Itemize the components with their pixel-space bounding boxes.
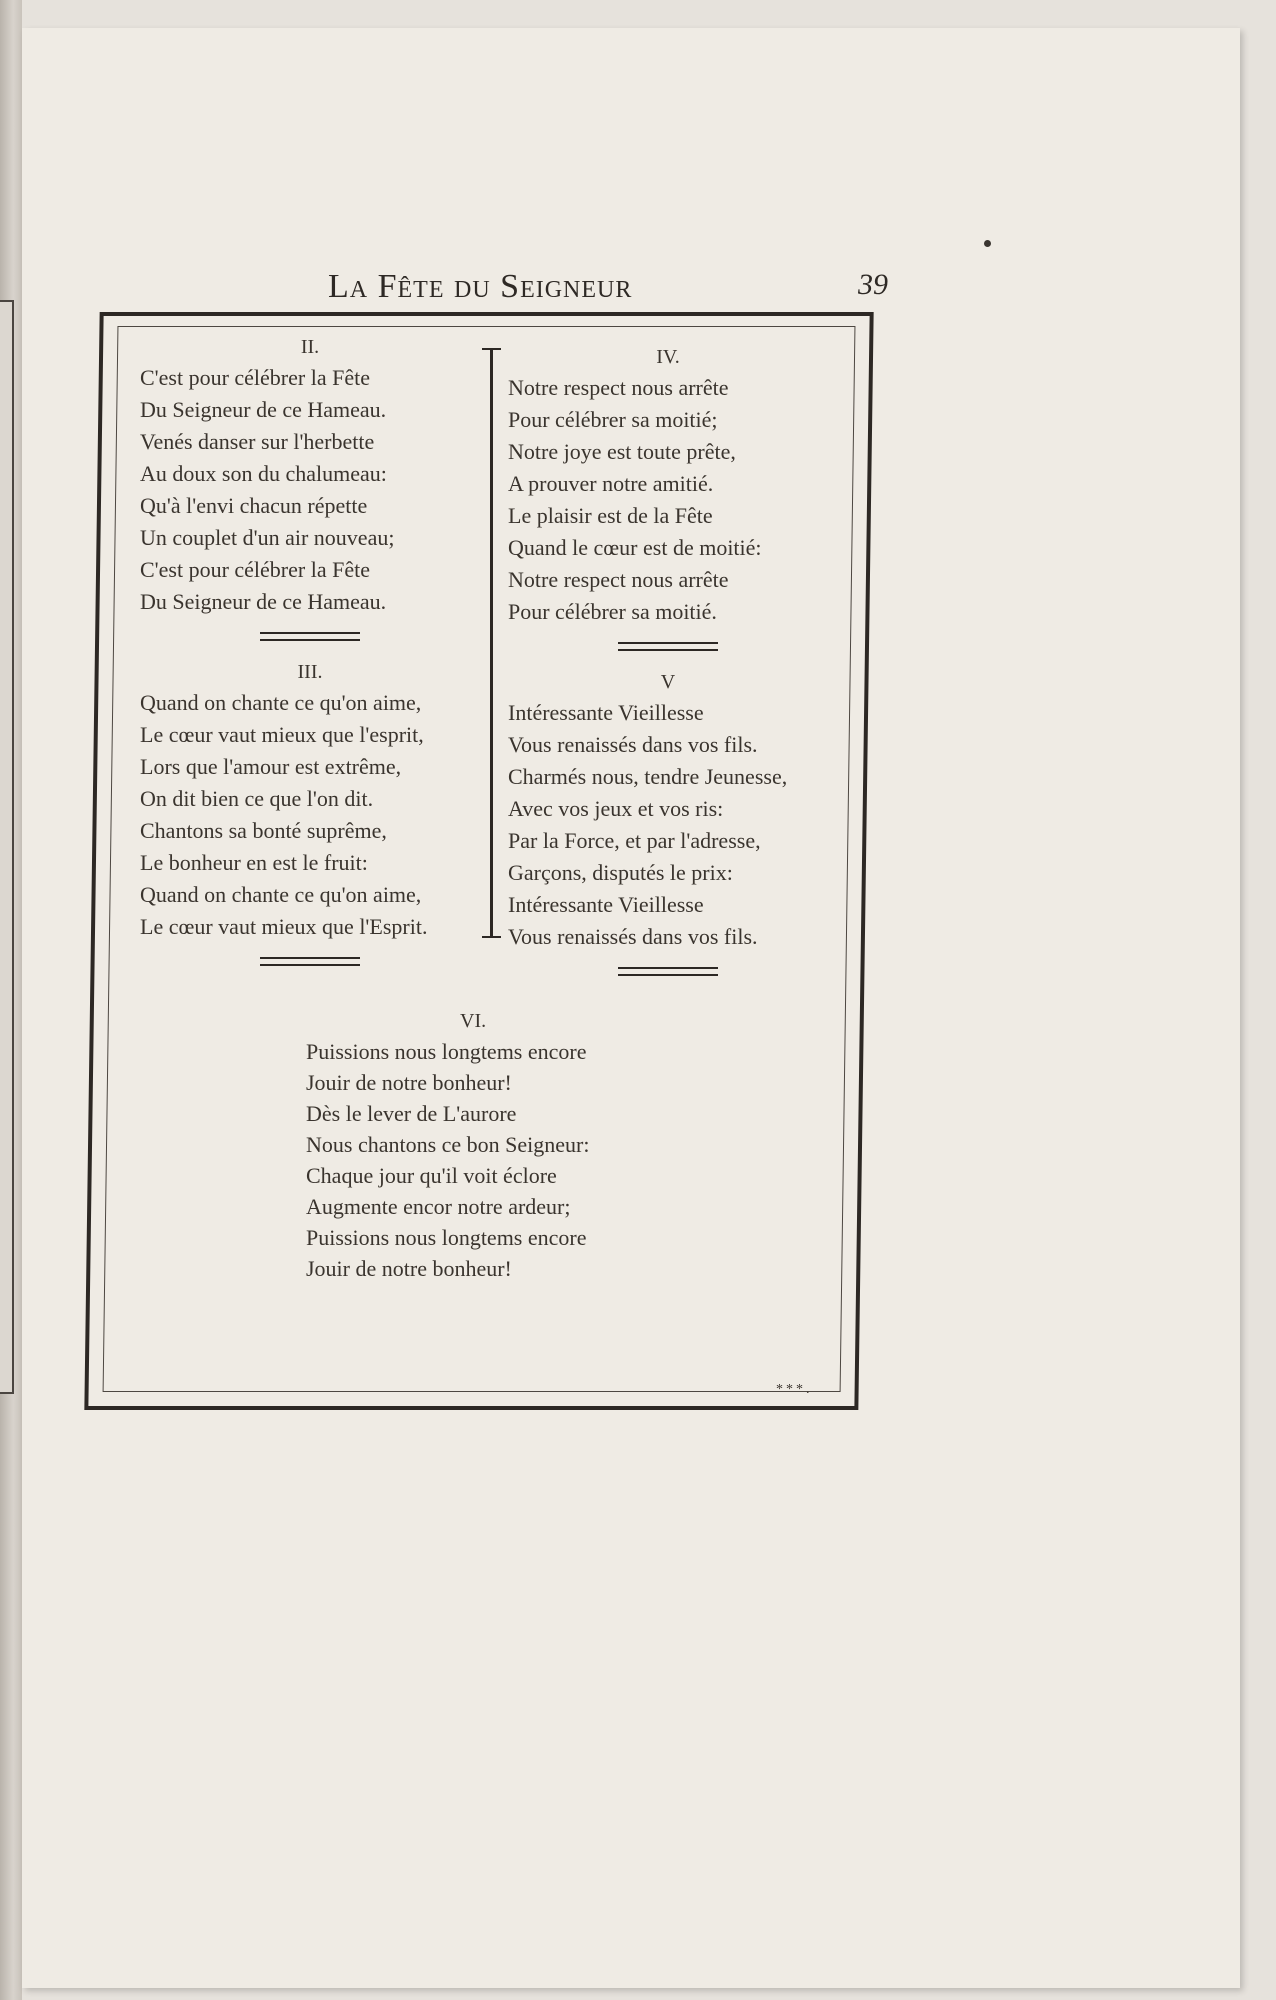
verse-line: Notre respect nous arrête [508,375,729,400]
verse-line: Quand on chante ce qu'on aime, [140,882,422,907]
double-rule [618,642,718,651]
verse-line: Le bonheur en est le fruit: [140,850,368,875]
verse-line: Chantons sa bonté suprême, [140,818,387,843]
page-title: La Fête du Seigneur [328,268,633,305]
verse-line: Chaque jour qu'il voit éclore [306,1163,557,1188]
double-rule [618,967,718,976]
verse-line: Qu'à l'envi chacun répette [140,493,368,518]
verse-line: Charmés nous, tendre Jeunesse, [508,764,788,789]
stanza-numeral: II. [300,336,320,358]
stanza-numeral: IV. [656,346,680,368]
verse-line: Du Seigneur de ce Hameau. [140,397,387,422]
verse-line: C'est pour célébrer la Fête [140,557,370,582]
verse-line: Notre joye est toute prête, [508,439,736,464]
catchword: ***. [776,1382,813,1397]
verse-line: Un couplet d'un air nouveau; [140,525,395,550]
verse-line: Vous renaissés dans vos fils. [508,924,758,949]
verse-line: Puissions nous longtems encore [306,1225,587,1250]
verse-line: Vous renaissés dans vos fils. [508,732,758,757]
verse-line: Intéressante Vieillesse [508,892,704,917]
verse-line: Nous chantons ce bon Seigneur: [306,1132,590,1157]
verse-line: Avec vos jeux et vos ris: [508,796,724,821]
verse-line: On dit bien ce que l'on dit. [140,786,374,811]
double-rule [260,632,360,641]
left-column [140,332,480,982]
verse-line: Lors que l'amour est extrême, [140,754,402,779]
verse-line: Quand on chante ce qu'on aime, [140,690,422,715]
verse-line: Pour célébrer sa moitié; [508,407,718,432]
verse-line: A prouver notre amitié. [508,471,714,496]
verse-line: Augmente encor notre ardeur; [306,1194,571,1219]
ink-speck [984,240,991,247]
verse-line: Le plaisir est de la Fête [508,503,713,528]
verse-line: Notre respect nous arrête [508,567,729,592]
verse-line: Dès le lever de L'aurore [306,1101,517,1126]
stanza-numeral: VI. [460,1010,487,1032]
verse-line: Le cœur vaut mieux que l'esprit, [140,722,424,747]
stanza-ii [140,332,480,618]
stanza-iii [140,657,480,943]
double-rule [260,957,360,966]
facing-page-frame-edge [0,300,14,1394]
verse-line: Garçons, disputés le prix: [508,860,733,885]
verse-line: Jouir de notre bonheur! [306,1070,512,1095]
verse-line: Le cœur vaut mieux que l'Esprit. [140,914,428,939]
stanza-iv [508,342,828,628]
verse-line: Intéressante Vieillesse [508,700,704,725]
stanza-numeral: V [660,671,676,693]
verse-line: Par la Force, et par l'adresse, [508,828,761,853]
verse-line: Quand le cœur est de moitié: [508,535,762,560]
stanza-numeral: III. [297,661,323,683]
right-column [508,342,828,992]
verse-line: Au doux son du chalumeau: [140,461,387,486]
column-divider [490,348,493,938]
verse-line: Puissions nous longtems encore [306,1039,587,1064]
page-number: 39 [858,268,888,301]
stanza-v [508,667,828,953]
verse-line: C'est pour célébrer la Fête [140,365,370,390]
running-header [328,268,888,312]
verse-line: Pour célébrer sa moitié. [508,599,717,624]
stanza-vi [306,1006,686,1284]
verse-line: Venés danser sur l'herbette [140,429,375,454]
verse-line: Du Seigneur de ce Hameau. [140,589,387,614]
verse-line: Jouir de notre bonheur! [306,1256,512,1281]
